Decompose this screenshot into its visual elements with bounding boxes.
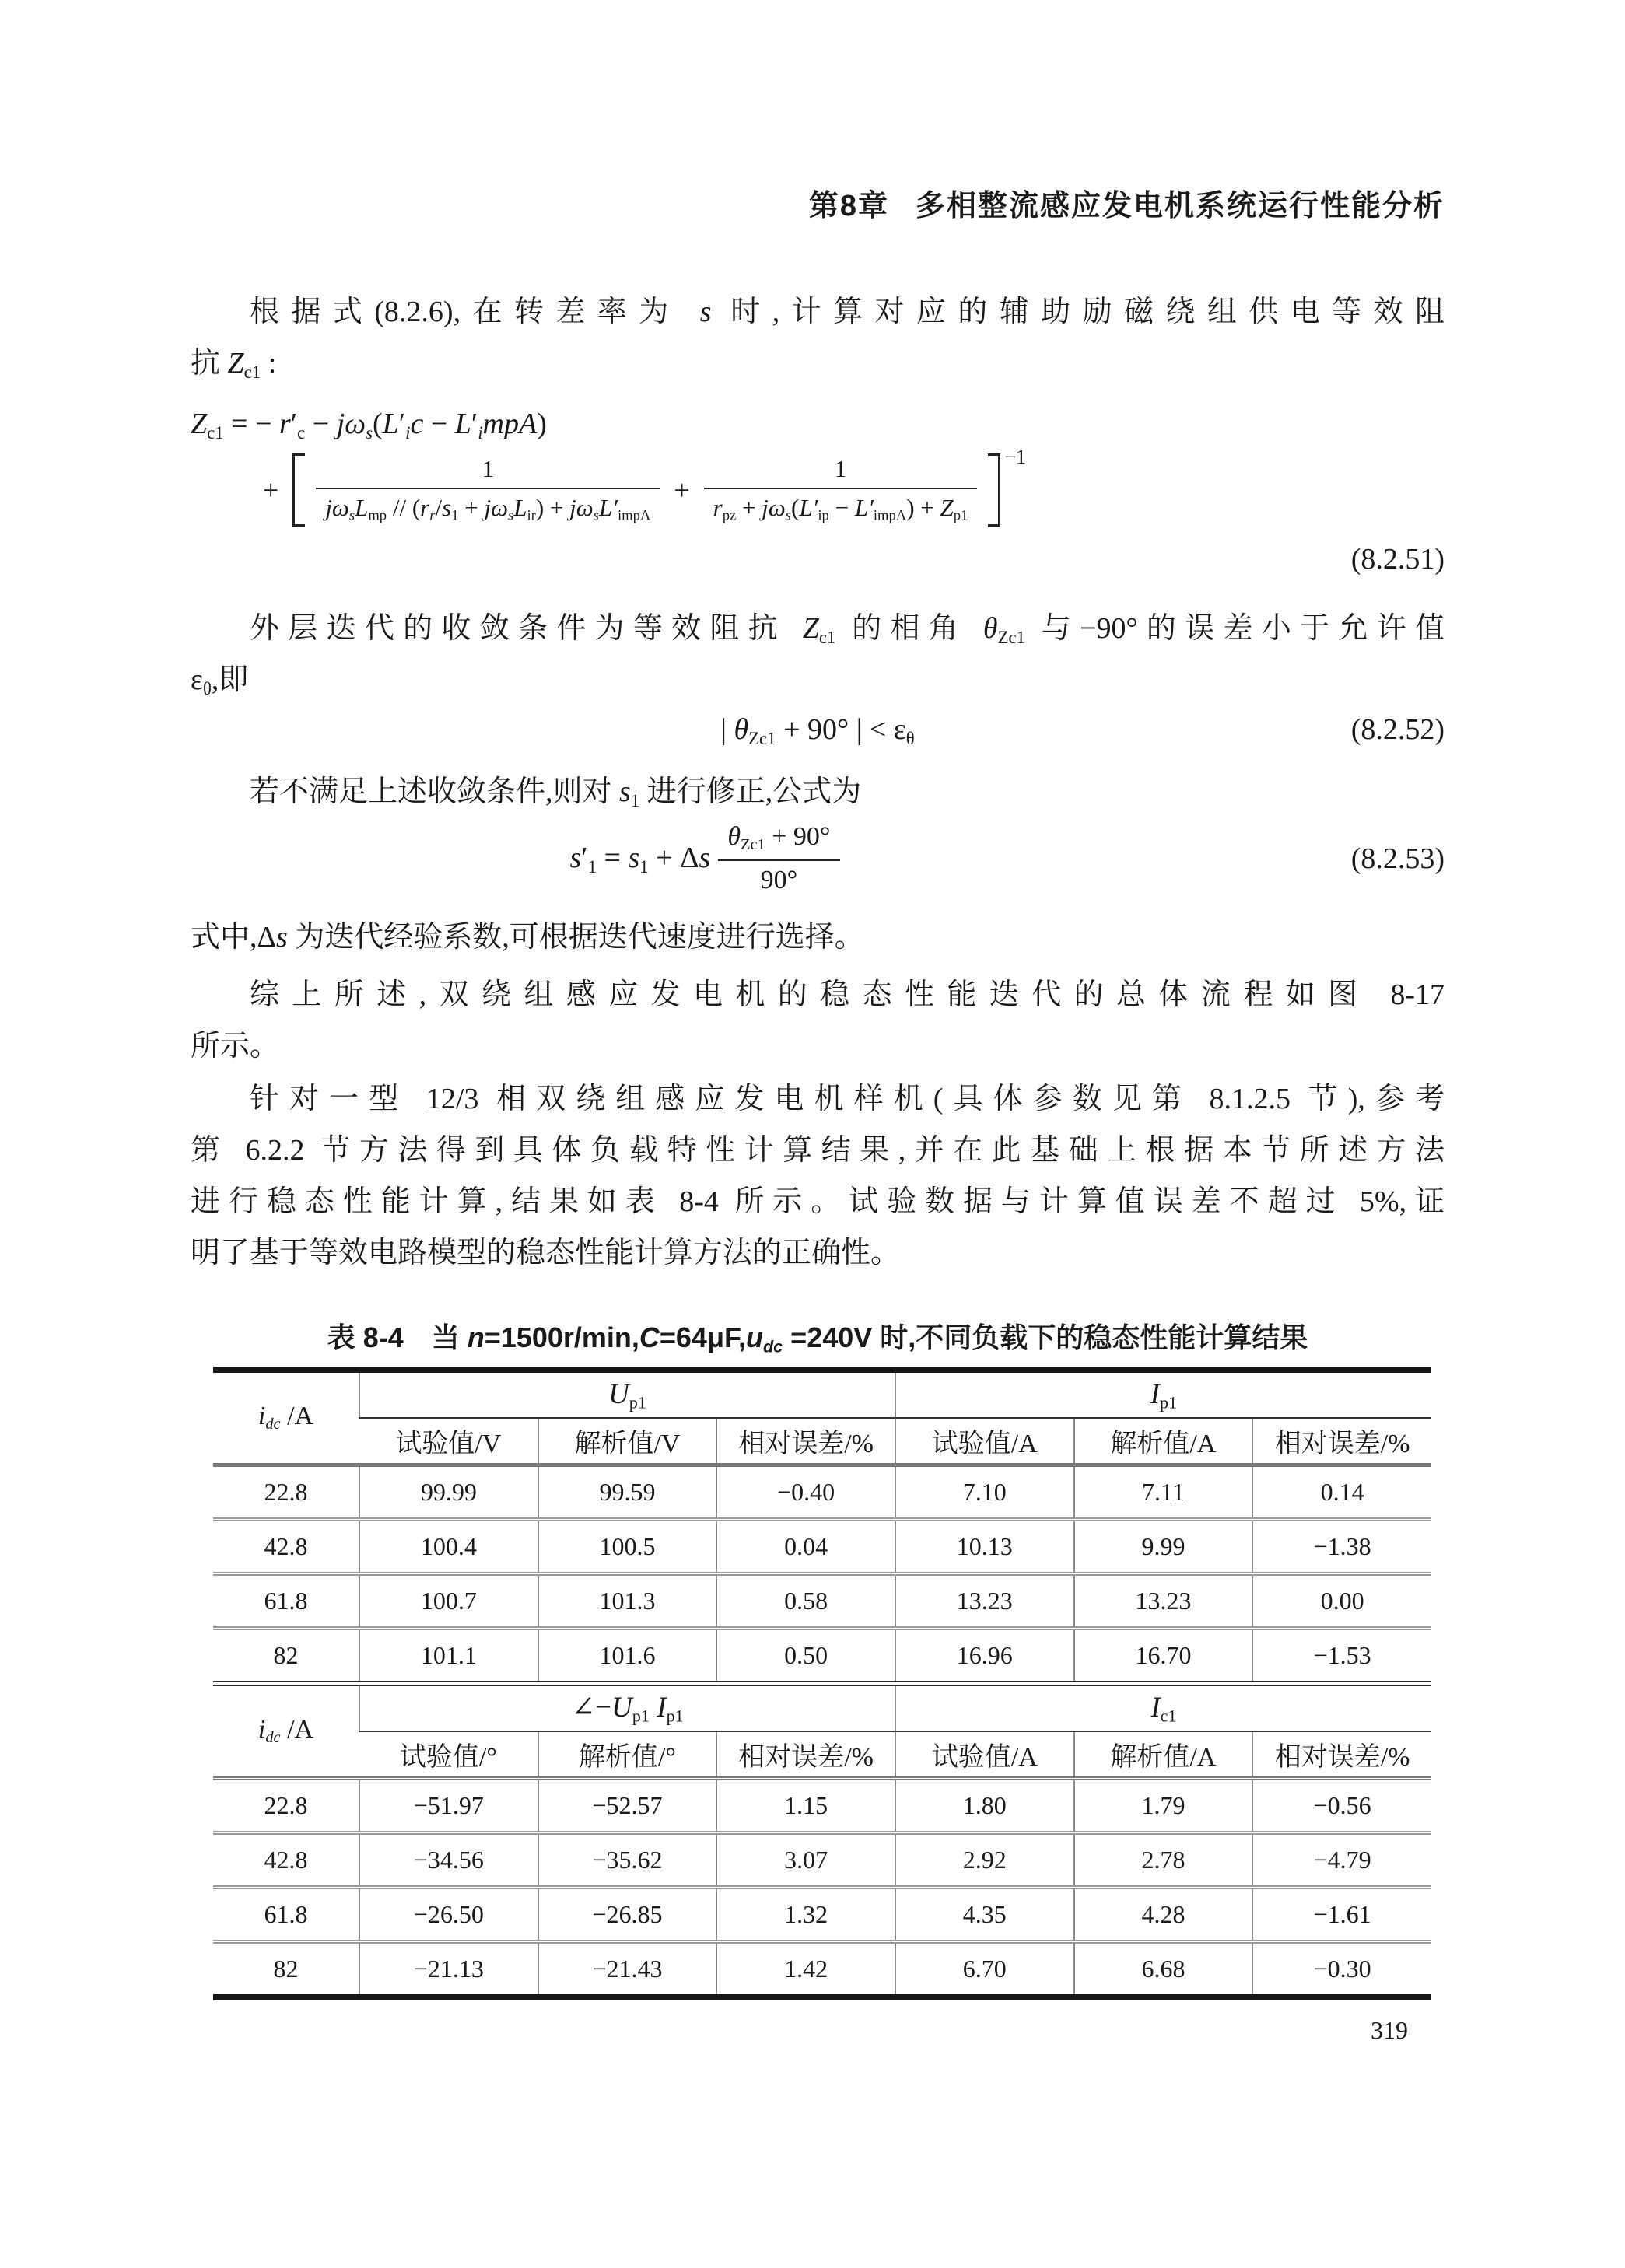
paragraph-3	[191, 766, 1445, 817]
table-body-section-2	[213, 1779, 1431, 1998]
table-cell: 13.23	[1074, 1574, 1253, 1629]
table-cell: 13.23	[895, 1574, 1074, 1629]
table-group-header-row	[213, 1684, 1431, 1732]
table-cell: 2.78	[1074, 1833, 1253, 1888]
table-cell: 1.15	[716, 1779, 895, 1833]
exponent: −1	[1004, 445, 1027, 468]
table-cell: 42.8	[213, 1833, 359, 1888]
paragraph-2	[191, 603, 1445, 705]
col-header-idc: idc /A	[213, 1370, 359, 1465]
table-cell: 101.1	[359, 1629, 538, 1684]
table-cell: −52.57	[538, 1779, 717, 1833]
table-cell: 61.8	[213, 1888, 359, 1942]
table-cell: −51.97	[359, 1779, 538, 1833]
table-subheader-row	[213, 1418, 1431, 1465]
table-cell: 1.79	[1074, 1779, 1253, 1833]
table-cell: 9.99	[1074, 1520, 1253, 1574]
left-bracket	[292, 453, 305, 527]
fraction-numerator: $\theta_{Zc1} + 90^\circ$	[718, 821, 839, 860]
table-cell: 1.80	[895, 1779, 1074, 1833]
group-header-ip1: $I_{p1}$	[895, 1370, 1431, 1418]
fraction-denominator: 90°	[760, 865, 798, 894]
table-cell: 0.14	[1252, 1465, 1431, 1520]
fraction-1	[316, 453, 660, 527]
text-line: 根据式(8.2.6),在转差率为 s 时,计算对应的辅助励磁绕组供电等效阻	[250, 296, 1445, 328]
table-cell: 1.42	[716, 1942, 895, 1998]
equation-body	[569, 821, 847, 896]
table-header-section-2	[213, 1684, 1431, 1779]
table-row	[213, 1574, 1431, 1629]
table-cell: 99.59	[538, 1465, 717, 1520]
table-cell: 42.8	[213, 1520, 359, 1574]
equation-8-2-51-line1: $Z_{c1}$ = − $r'_c - j\omega s(L'ic$ − L′impA)	[191, 408, 547, 443]
text-line: 第 6.2.2 节方法得到具体负载特性计算结果,并在此基础上根据本节所述方法	[191, 1134, 1445, 1167]
table-cell: −35.62	[538, 1833, 717, 1888]
group-header-up1: $U_{p1}$	[359, 1370, 895, 1418]
table-body-section-1	[213, 1465, 1431, 1684]
text-line: 明了基于等效电路模型的稳态性能计算方法的正确性。	[191, 1237, 901, 1269]
chapter-number: 第8章	[808, 190, 889, 222]
table-cell: 101.6	[538, 1629, 717, 1684]
fraction	[718, 821, 839, 896]
table-row	[213, 1465, 1431, 1520]
table-cell: 0.50	[716, 1629, 895, 1684]
text-line: 若不满足上述收敛条件,则对 $s_1$ 进行修正,公式为	[250, 775, 862, 810]
text-line: 外层迭代的收敛条件为等效阻抗 $Z_{c1}$ 的相角 $\theta_{Zc1}$ 与−90°的误差小于允许值	[250, 612, 1445, 647]
plus-operator: +	[674, 474, 690, 506]
table-cell: 22.8	[213, 1465, 359, 1520]
paragraph-5	[191, 969, 1445, 1072]
table-subheader-row	[213, 1731, 1431, 1779]
running-header	[809, 181, 1445, 224]
paragraph-1	[191, 286, 1445, 389]
table-cell: 100.7	[359, 1574, 538, 1629]
table-cell: 61.8	[213, 1574, 359, 1629]
table-cell: 3.07	[716, 1833, 895, 1888]
col-header: 试验值/V	[359, 1418, 538, 1465]
equation-body: | $\theta_{Zc1} + 90^\circ$ | < $\varepsilon_\theta$	[720, 713, 915, 748]
fraction-denominator: $j\omega sL_{mp} // (rr/s_1 + j\omega sL_{ir}) + j\omega sL'_{impA}$	[325, 494, 651, 524]
table-cell: −4.79	[1252, 1833, 1431, 1888]
col-header-idc: idc /A	[213, 1684, 359, 1779]
fraction-2	[704, 453, 978, 527]
table-cell: 100.5	[538, 1520, 717, 1574]
col-header: 解析值/V	[538, 1418, 717, 1465]
table-cell: 2.92	[895, 1833, 1074, 1888]
table-cell: 0.58	[716, 1574, 895, 1629]
table-cell: 82	[213, 1629, 359, 1684]
table-cell: −0.56	[1252, 1779, 1431, 1833]
table-cell: −21.43	[538, 1942, 717, 1998]
table-cell: 22.8	[213, 1779, 359, 1833]
table-cell: 10.13	[895, 1520, 1074, 1574]
table-row	[213, 1942, 1431, 1998]
right-bracket	[988, 453, 1000, 527]
table-cell: 0.04	[716, 1520, 895, 1574]
text-line: 式中,Δs 为迭代经验系数,可根据迭代速度进行选择。	[191, 921, 864, 954]
table-cell: 16.96	[895, 1629, 1074, 1684]
table-row	[213, 1779, 1431, 1833]
table-header-section-1	[213, 1370, 1431, 1465]
table-8-4	[213, 1367, 1431, 2000]
chapter-title: 多相整流感应发电机系统运行性能分析	[915, 190, 1445, 222]
equation-8-2-52	[191, 704, 1445, 755]
col-header: 解析值/°	[538, 1731, 717, 1779]
col-header: 解析值/A	[1074, 1731, 1253, 1779]
text-line: 所示。	[191, 1030, 280, 1062]
table-cell: 100.4	[359, 1520, 538, 1574]
group-header-ic1: $I_{c1}$	[895, 1684, 1431, 1732]
equation-number: (8.2.51)	[1350, 543, 1445, 576]
table-caption: 表 8-4 当 n=1500r/min,C=64μF,udc =240V 时,不同负载下的稳态性能计算结果	[327, 1321, 1308, 1356]
fraction-numerator: 1	[704, 453, 978, 489]
col-header: 相对误差/%	[716, 1418, 895, 1465]
paragraph-4	[191, 912, 1445, 963]
equation-8-2-51-line2	[191, 445, 1511, 527]
table-cell: −1.53	[1252, 1629, 1431, 1684]
paragraph-6	[191, 1073, 1445, 1279]
table-cell: −21.13	[359, 1942, 538, 1998]
equation-lhs: $s'_1 = s_1 + \Delta s$	[569, 841, 711, 877]
table-row	[213, 1520, 1431, 1574]
table-cell: −26.85	[538, 1888, 717, 1942]
table-cell: 99.99	[359, 1465, 538, 1520]
table-group-header-row	[213, 1370, 1431, 1418]
table-row	[213, 1888, 1431, 1942]
fraction-numerator: 1	[316, 453, 660, 489]
table-row	[213, 1629, 1431, 1684]
col-header: 试验值/A	[895, 1418, 1074, 1465]
table-cell: 0.00	[1252, 1574, 1431, 1629]
col-header: 相对误差/%	[1252, 1418, 1431, 1465]
table-cell: 82	[213, 1942, 359, 1998]
table-cell: −34.56	[359, 1833, 538, 1888]
table-cell: −1.38	[1252, 1520, 1431, 1574]
table-cell: 4.35	[895, 1888, 1074, 1942]
table-cell: 16.70	[1074, 1629, 1253, 1684]
group-header-angle-up1-ip1: $\angle-U_{p1}$ $I_{p1}$	[359, 1684, 895, 1732]
table-cell: −0.40	[716, 1465, 895, 1520]
col-header: 相对误差/%	[716, 1731, 895, 1779]
table-cell: 7.10	[895, 1465, 1074, 1520]
text-line: 抗 $Z_{c1}$ :	[191, 347, 277, 382]
text-line: 针对一型 12/3 相双绕组感应发电机样机(具体参数见第 8.1.2.5 节),参考	[250, 1083, 1445, 1115]
fraction-denominator: $r_{pz} + j\omega s(L'_{ip} - L'_{impA}) + Z_{p1}$	[713, 494, 968, 524]
table-cell: 101.3	[538, 1574, 717, 1629]
table-cell: 4.28	[1074, 1888, 1253, 1942]
page-number: 319	[1371, 2016, 1408, 2044]
table-cell: −0.30	[1252, 1942, 1431, 1998]
col-header: 相对误差/%	[1252, 1731, 1431, 1779]
equation-number: (8.2.53)	[1350, 842, 1445, 875]
table-cell: −26.50	[359, 1888, 538, 1942]
table-row	[213, 1833, 1431, 1888]
col-header: 解析值/A	[1074, 1418, 1253, 1465]
table-cell: 6.68	[1074, 1942, 1253, 1998]
text-line: 进行稳态性能计算,结果如表 8-4 所示。试验数据与计算值误差不超过 5%,证	[191, 1185, 1445, 1218]
text-line: $\varepsilon_\theta$,即	[191, 663, 249, 698]
text-line: 综上所述,双绕组感应发电机的稳态性能迭代的总体流程如图 8-17	[250, 978, 1445, 1011]
col-header: 试验值/A	[895, 1731, 1074, 1779]
table-cell: 7.11	[1074, 1465, 1253, 1520]
table-cell: 6.70	[895, 1942, 1074, 1998]
equation-8-2-53	[191, 815, 1445, 902]
col-header: 试验值/°	[359, 1731, 538, 1779]
table-cell: 1.32	[716, 1888, 895, 1942]
table-cell: −1.61	[1252, 1888, 1431, 1942]
plus-operator: +	[263, 474, 279, 506]
equation-number: (8.2.52)	[1350, 713, 1445, 746]
